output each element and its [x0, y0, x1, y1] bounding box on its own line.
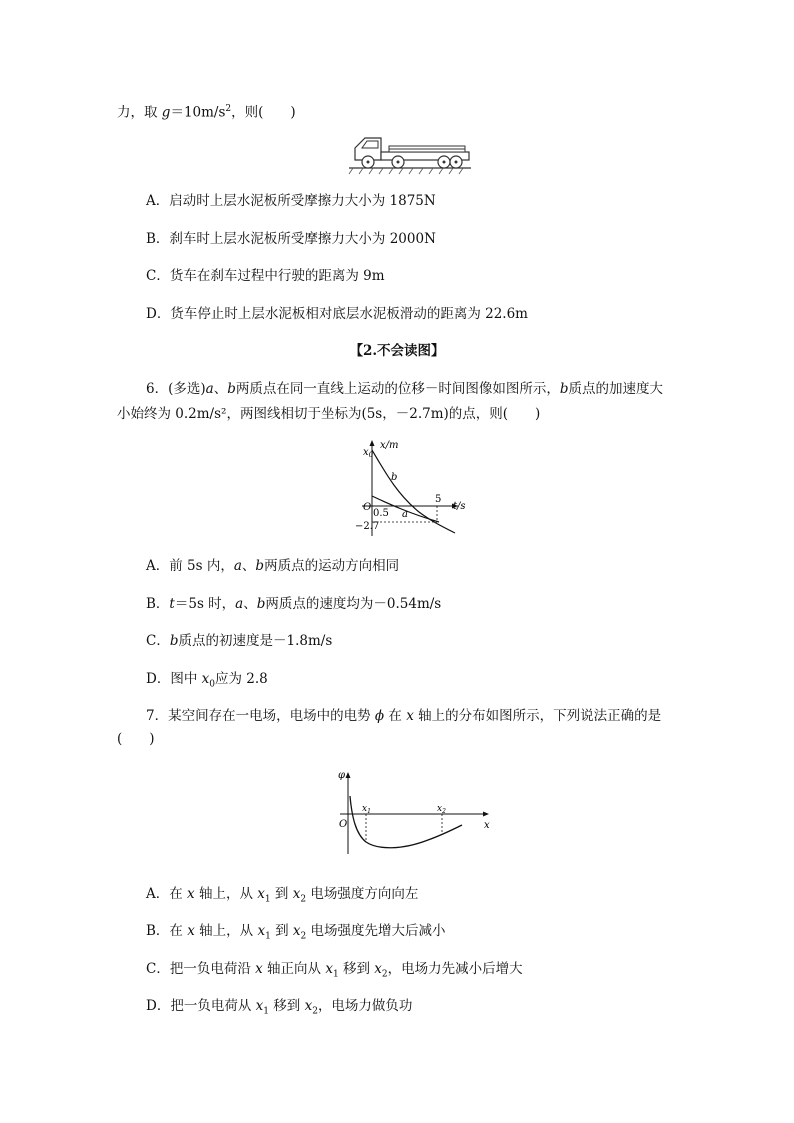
- q7-x1-label: $x_1$: [362, 804, 371, 815]
- q6-x0-label: $x_0$: [363, 447, 374, 459]
- truck-illustration: [345, 130, 475, 176]
- q6-curve-b-label: b: [391, 472, 398, 483]
- q6-xlabel: t/s: [453, 501, 466, 512]
- section-title: 【2.不会读图】: [349, 343, 445, 359]
- q5-option-d: D．货车停止时上层水泥板相对底层水泥板滑动的距离为 22.6m: [146, 306, 528, 322]
- q6-origin-label: O: [363, 502, 372, 513]
- q7-option-c: C．把一负电荷沿 x 轴正向从 $x_1$ 移到 $x_2$，电场力先减小后增大: [146, 961, 523, 980]
- q7-xlabel: x: [484, 820, 490, 831]
- q6-xt-graph: [355, 436, 475, 538]
- q5-stem-tail: 力，取 $g=10m/s^2$，则( ): [117, 104, 296, 121]
- q6-curve-a-label: a: [402, 509, 408, 520]
- q7-option-a: A．在 x 轴上，从 $x_1$ 到 $x_2$ 电场强度方向向左: [146, 886, 419, 905]
- q7-stem-line1: 7．某空间存在一电场，电场中的电势 ϕ 在 x 轴上的分布如图所示，下列说法正确的是: [146, 708, 662, 724]
- q7-x2-label: $x_2$: [437, 804, 446, 815]
- q7-potential-graph: [334, 770, 494, 858]
- q7-origin-label: O: [339, 819, 348, 830]
- q5-option-b: B．刹车时上层水泥板所受摩擦力大小为 2000N: [146, 231, 436, 247]
- q5-option-a: A．启动时上层水泥板所受摩擦力大小为 1875N: [146, 193, 436, 209]
- q6-tick-neg: −2.7: [355, 521, 380, 532]
- q6-option-b: B．t＝5s 时，a、b两质点的速度均为－0.54m/s: [146, 596, 442, 612]
- q6-option-a: A．前 5s 内，a、b两质点的运动方向相同: [146, 558, 400, 574]
- q6-tick-5: 5: [435, 494, 442, 505]
- q6-ylabel: x/m: [380, 440, 399, 451]
- q6-option-d: D．图中 $x_0$应为 2.8: [146, 671, 268, 690]
- q6-stem-line2: 小始终为 0.2m/s²，两图线相切于坐标为(5s，－2.7m)的点，则( ): [117, 406, 541, 422]
- q7-stem-line2: ( ): [117, 731, 155, 747]
- q6-tick-05: 0.5: [373, 508, 389, 519]
- q6-option-c: C．b质点的初速度是－1.8m/s: [146, 633, 333, 649]
- q6-stem-line1: 6．(多选)a、b两质点在同一直线上运动的位移－时间图像如图所示，b质点的加速度大: [146, 381, 663, 397]
- q7-ylabel: φ: [338, 770, 346, 781]
- q7-option-d: D．把一负电荷从 $x_1$ 移到 $x_2$，电场力做负功: [146, 998, 413, 1017]
- q7-option-b: B．在 x 轴上，从 $x_1$ 到 $x_2$ 电场强度先增大后减小: [146, 923, 446, 942]
- q5-option-c: C．货车在刹车过程中行驶的距离为 9m: [146, 268, 385, 284]
